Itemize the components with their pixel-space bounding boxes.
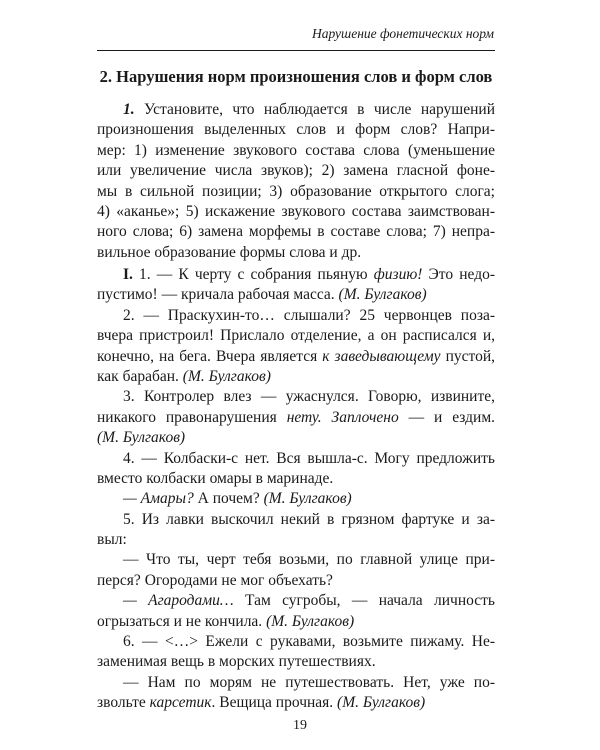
example-6-line: заменимая вещь в морских путешествиях.	[97, 653, 376, 671]
example-2-line: 2. — Праскухин-то… слышали? 25 червонцев поза-	[123, 306, 495, 324]
task-line: 1. Установите, что наблюдается в числе нарушений	[123, 101, 495, 118]
task-line: или увеличение числа звуков); 2) замена гласной фоне-	[97, 162, 495, 180]
example-5-line: — Что ты, черт тебя возьми, по главной улице при-	[123, 551, 495, 569]
example-2-line: вчера пристроил! Прислало отделение, а он расписался и,	[97, 327, 495, 345]
example-5-line: 5. Из лавки выскочил некий в грязном фартуке и за-	[123, 510, 495, 528]
task-line: ного слова; 6) замена морфемы в составе слова; 7) непра-	[97, 223, 495, 241]
example-1-line: I. 1. — К черту с собрания пьяную физию! Это недо-	[123, 266, 495, 283]
example-4-line: вместо колбаски омары в маринаде.	[97, 469, 334, 487]
page-number: 19	[293, 718, 307, 733]
example-1-line: пустимо! — кричала рабочая масса. (М. Булгаков)	[97, 286, 427, 304]
task-line: 4) «аканье»; 5) искажение звукового состава заимствован-	[97, 202, 495, 220]
task-line: вильное образование формы слова и др.	[97, 243, 362, 261]
example-2-line: как барабан. (М. Булгаков)	[97, 367, 271, 385]
example-5-line: — Агародами… Там сугробы, — начала личность	[123, 592, 495, 610]
task-line: мы в сильной позиции; 3) образование открытого слога;	[97, 182, 495, 200]
example-5-line: выл:	[97, 531, 127, 549]
header-rule	[97, 50, 495, 51]
example-2-line: конечно, на бега. Вчера является к заведывающему пустой,	[97, 347, 495, 365]
example-3-line: (М. Булгаков)	[97, 429, 186, 447]
example-6-line: — Нам по морям не путешествовать. Нет, уже по-	[123, 673, 495, 691]
example-5-line: перся? Огородами не мог объехать?	[97, 571, 333, 589]
task-number: 1.	[123, 101, 135, 118]
example-4-line: — Амары? А почем? (М. Булгаков)	[123, 490, 352, 508]
example-5-line: огрызаться и не кончила. (М. Булгаков)	[97, 612, 355, 630]
example-3-line: никакого правонарушения нету. Заплочено — и ездим.	[97, 408, 496, 426]
task-line: произношения выделенных слов и форм слов? Напри-	[97, 121, 495, 139]
example-6-line: 6. — <…> Ежели с рукавами, возьмите пижаму. Не-	[123, 633, 495, 651]
part-label: I.	[123, 266, 133, 283]
example-4-line: 4. — Колбаски-с нет. Вся вышла-с. Могу предложить	[123, 449, 495, 467]
task-paragraph	[97, 100, 495, 263]
examples-block	[97, 265, 495, 714]
example-6-line: звольте карсетик. Вещица прочная. (М. Булгаков)	[97, 694, 426, 712]
section-title: 2. Нарушения норм произношения слов и форм слов	[99, 67, 493, 86]
running-header: Нарушение фонетических норм	[311, 26, 494, 41]
task-line: мер: 1) изменение звукового состава слова (уменьшение	[97, 141, 495, 159]
example-3-line: 3. Контролер влез — ужаснулся. Говорю, извините,	[123, 388, 495, 406]
